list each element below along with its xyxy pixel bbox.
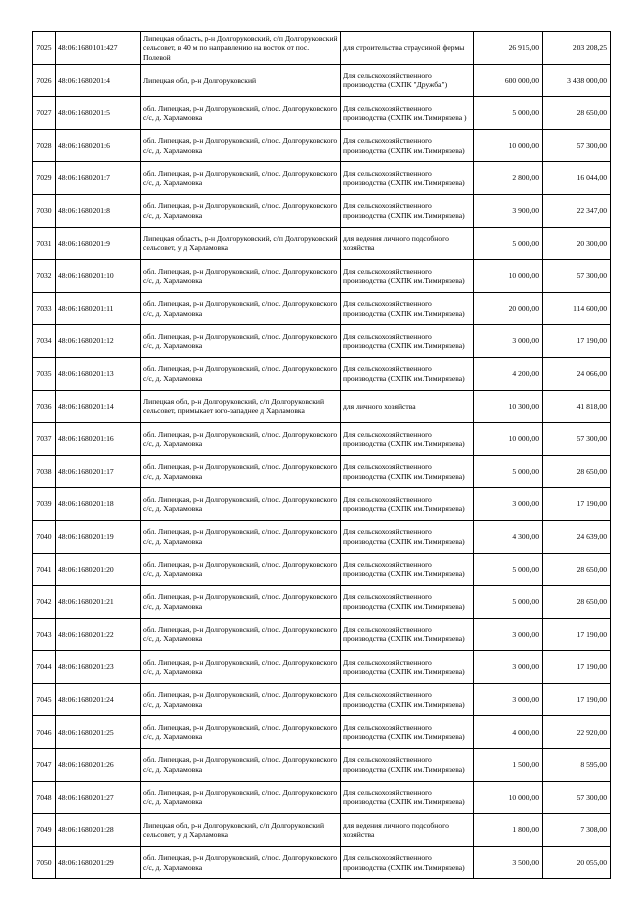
area: 26 915,00: [474, 32, 543, 65]
row-number: 7036: [33, 390, 56, 423]
land-use-purpose: Для сельскохозяйственного производства (СХПК им.Тимирязева): [341, 260, 474, 293]
row-number: 7038: [33, 455, 56, 488]
area: 2 800,00: [474, 162, 543, 195]
row-number: 7045: [33, 683, 56, 716]
land-use-purpose: Для сельскохозяйственного производства (СХПК им.Тимирязева): [341, 651, 474, 684]
table-row: [33, 618, 611, 651]
area: 4 200,00: [474, 357, 543, 390]
address: обл. Липецкая, р-н Долгоруковский, с/пос. Долгоруковского с/с, д. Харламовка: [141, 260, 341, 293]
cadastral-number: 48:06:1680201:27: [56, 781, 141, 814]
address: обл. Липецкая, р-н Долгоруковский, с/пос. Долгоруковского с/с, д. Харламовка: [141, 749, 341, 782]
table-row: [33, 455, 611, 488]
address: обл. Липецкая, р-н Долгоруковский, с/пос. Долгоруковского с/с, д. Харламовка: [141, 455, 341, 488]
address: обл. Липецкая, р-н Долгоруковский, с/пос. Долгоруковского с/с, д. Харламовка: [141, 423, 341, 456]
cadastral-number: 48:06:1680201:5: [56, 97, 141, 130]
table-row: [33, 325, 611, 358]
address: обл. Липецкая, р-н Долгоруковский, с/пос. Долгоруковского с/с, д. Харламовка: [141, 194, 341, 227]
row-number: 7028: [33, 129, 56, 162]
table-row: [33, 32, 611, 65]
area: 3 000,00: [474, 683, 543, 716]
cadastral-number: 48:06:1680201:12: [56, 325, 141, 358]
table-row: [33, 520, 611, 553]
address: обл. Липецкая, р-н Долгоруковский, с/пос. Долгоруковского с/с, д. Харламовка: [141, 129, 341, 162]
cadastral-value: 17 190,00: [543, 325, 611, 358]
table-row: [33, 683, 611, 716]
area: 4 000,00: [474, 716, 543, 749]
land-use-purpose: для строительства страусиной фермы: [341, 32, 474, 65]
row-number: 7049: [33, 814, 56, 847]
land-use-purpose: для ведения личного подсобного хозяйства: [341, 227, 474, 260]
area: 10 000,00: [474, 260, 543, 293]
address: Липецкая обл, р-н Долгоруковский, с/п Долгоруковский сельсовет, примыкает юго-западнее д Харламовка: [141, 390, 341, 423]
cadastral-value: 28 650,00: [543, 553, 611, 586]
cadastral-number: 48:06:1680201:28: [56, 814, 141, 847]
table-row: [33, 260, 611, 293]
document-page: [32, 31, 610, 879]
row-number: 7032: [33, 260, 56, 293]
row-number: 7042: [33, 586, 56, 619]
row-number: 7027: [33, 97, 56, 130]
land-use-purpose: Для сельскохозяйственного производства (СХПК им.Тимирязева): [341, 781, 474, 814]
land-use-purpose: для личного хозяйства: [341, 390, 474, 423]
land-use-purpose: Для сельскохозяйственного производства (СХПК им.Тимирязева): [341, 357, 474, 390]
table-row: [33, 97, 611, 130]
row-number: 7050: [33, 846, 56, 879]
cadastral-number: 48:06:1680201:20: [56, 553, 141, 586]
table-row: [33, 814, 611, 847]
land-use-purpose: Для сельскохозяйственного производства (СХПК им.Тимирязева): [341, 129, 474, 162]
area: 1 800,00: [474, 814, 543, 847]
cadastral-number: 48:06:1680201:16: [56, 423, 141, 456]
cadastral-number: 48:06:1680201:22: [56, 618, 141, 651]
address: обл. Липецкая, р-н Долгоруковский, с/пос. Долгоруковского с/с, д. Харламовка: [141, 357, 341, 390]
table-row: [33, 292, 611, 325]
land-use-purpose: Для сельскохозяйственного производства (СХПК им.Тимирязева): [341, 423, 474, 456]
address: Липецкая обл, р-н Долгоруковский: [141, 64, 341, 97]
address: обл. Липецкая, р-н Долгоруковский, с/пос. Долгоруковского с/с, д. Харламовка: [141, 846, 341, 879]
cadastral-value: 22 920,00: [543, 716, 611, 749]
cadastral-number: 48:06:1680201:29: [56, 846, 141, 879]
area: 3 000,00: [474, 651, 543, 684]
area: 3 500,00: [474, 846, 543, 879]
land-use-purpose: Для сельскохозяйственного производства (СХПК им.Тимирязева): [341, 194, 474, 227]
cadastral-number: 48:06:1680201:13: [56, 357, 141, 390]
address: Липецкая область, р-н Долгоруковский, с/п Долгоруковский сельсовет, в 40 м по направлению на восток от пос. Полевой: [141, 32, 341, 65]
land-use-purpose: Для сельскохозяйственного производства (СХПК им.Тимирязева): [341, 162, 474, 195]
address: Липецкая обл, р-н Долгоруковский, с/п Долгоруковский сельсовет, у д Харламовка: [141, 814, 341, 847]
cadastral-value: 114 600,00: [543, 292, 611, 325]
table-row: [33, 553, 611, 586]
row-number: 7030: [33, 194, 56, 227]
table-row: [33, 227, 611, 260]
table-row: [33, 651, 611, 684]
address: обл. Липецкая, р-н Долгоруковский, с/пос. Долгоруковского с/с, д. Харламовка: [141, 683, 341, 716]
land-use-purpose: Для сельскохозяйственного производства (СХПК им.Тимирязева): [341, 846, 474, 879]
cadastral-number: 48:06:1680201:23: [56, 651, 141, 684]
cadastral-number: 48:06:1680101:427: [56, 32, 141, 65]
area: 5 000,00: [474, 97, 543, 130]
area: 10 000,00: [474, 423, 543, 456]
land-use-purpose: Для сельскохозяйственного производства (СХПК им.Тимирязева): [341, 488, 474, 521]
area: 1 500,00: [474, 749, 543, 782]
land-use-purpose: Для сельскохозяйственного производства (СХПК им.Тимирязева): [341, 586, 474, 619]
cadastral-value: 22 347,00: [543, 194, 611, 227]
cadastral-value: 7 308,00: [543, 814, 611, 847]
table-row: [33, 488, 611, 521]
cadastral-number: 48:06:1680201:10: [56, 260, 141, 293]
land-use-purpose: Для сельскохозяйственного производства (СХПК "Дружба"): [341, 64, 474, 97]
row-number: 7043: [33, 618, 56, 651]
cadastral-number: 48:06:1680201:24: [56, 683, 141, 716]
table-row: [33, 781, 611, 814]
area: 10 000,00: [474, 129, 543, 162]
cadastral-number: 48:06:1680201:17: [56, 455, 141, 488]
cadastral-value: 28 650,00: [543, 586, 611, 619]
cadastral-value: 17 190,00: [543, 488, 611, 521]
land-use-purpose: Для сельскохозяйственного производства (СХПК им.Тимирязева): [341, 520, 474, 553]
cadastral-value: 24 066,00: [543, 357, 611, 390]
row-number: 7039: [33, 488, 56, 521]
land-use-purpose: для ведения личного подсобного хозяйства: [341, 814, 474, 847]
area: 5 000,00: [474, 553, 543, 586]
area: 4 300,00: [474, 520, 543, 553]
cadastral-value: 57 300,00: [543, 260, 611, 293]
cadastral-number: 48:06:1680201:26: [56, 749, 141, 782]
cadastral-number: 48:06:1680201:19: [56, 520, 141, 553]
row-number: 7026: [33, 64, 56, 97]
land-use-purpose: Для сельскохозяйственного производства (СХПК им.Тимирязева): [341, 716, 474, 749]
cadastral-number: 48:06:1680201:18: [56, 488, 141, 521]
area: 5 000,00: [474, 586, 543, 619]
cadastral-value: 8 595,00: [543, 749, 611, 782]
row-number: 7046: [33, 716, 56, 749]
table-row: [33, 390, 611, 423]
table-row: [33, 586, 611, 619]
address: обл. Липецкая, р-н Долгоруковский, с/пос. Долгоруковского с/с, д. Харламовка: [141, 97, 341, 130]
cadastral-number: 48:06:1680201:6: [56, 129, 141, 162]
address: обл. Липецкая, р-н Долгоруковский, с/пос. Долгоруковского с/с, д. Харламовка: [141, 618, 341, 651]
row-number: 7031: [33, 227, 56, 260]
row-number: 7048: [33, 781, 56, 814]
cadastral-number: 48:06:1680201:8: [56, 194, 141, 227]
table-row: [33, 162, 611, 195]
table-row: [33, 749, 611, 782]
cadastral-number: 48:06:1680201:25: [56, 716, 141, 749]
cadastral-value: 28 650,00: [543, 455, 611, 488]
row-number: 7037: [33, 423, 56, 456]
address: обл. Липецкая, р-н Долгоруковский, с/пос. Долгоруковского с/с, д. Харламовка: [141, 162, 341, 195]
row-number: 7025: [33, 32, 56, 65]
area: 5 000,00: [474, 455, 543, 488]
address: обл. Липецкая, р-н Долгоруковский, с/пос. Долгоруковского с/с, д. Харламовка: [141, 781, 341, 814]
cadastral-value: 57 300,00: [543, 423, 611, 456]
row-number: 7040: [33, 520, 56, 553]
address: обл. Липецкая, р-н Долгоруковский, с/пос. Долгоруковского с/с, д. Харламовка: [141, 488, 341, 521]
table-row: [33, 423, 611, 456]
cadastral-value: 16 044,00: [543, 162, 611, 195]
cadastral-value: 17 190,00: [543, 683, 611, 716]
land-plots-table: [32, 31, 611, 879]
row-number: 7041: [33, 553, 56, 586]
area: 3 000,00: [474, 325, 543, 358]
address: обл. Липецкая, р-н Долгоруковский, с/пос. Долгоруковского с/с, д. Харламовка: [141, 520, 341, 553]
area: 5 000,00: [474, 227, 543, 260]
row-number: 7035: [33, 357, 56, 390]
row-number: 7034: [33, 325, 56, 358]
area: 3 000,00: [474, 618, 543, 651]
cadastral-value: 20 300,00: [543, 227, 611, 260]
cadastral-number: 48:06:1680201:14: [56, 390, 141, 423]
land-use-purpose: Для сельскохозяйственного производства (СХПК им.Тимирязева): [341, 553, 474, 586]
cadastral-value: 41 818,00: [543, 390, 611, 423]
address: обл. Липецкая, р-н Долгоруковский, с/пос. Долгоруковского с/с, д. Харламовка: [141, 553, 341, 586]
address: Липецкая область, р-н Долгоруковский, с/п Долгоруковский сельсовет, у д Харламовка: [141, 227, 341, 260]
address: обл. Липецкая, р-н Долгоруковский, с/пос. Долгоруковского с/с, д. Харламовка: [141, 292, 341, 325]
table-row: [33, 716, 611, 749]
area: 600 000,00: [474, 64, 543, 97]
cadastral-number: 48:06:1680201:11: [56, 292, 141, 325]
cadastral-number: 48:06:1680201:7: [56, 162, 141, 195]
land-use-purpose: Для сельскохозяйственного производства (СХПК им.Тимирязева): [341, 455, 474, 488]
area: 10 300,00: [474, 390, 543, 423]
address: обл. Липецкая, р-н Долгоруковский, с/пос. Долгоруковского с/с, д. Харламовка: [141, 651, 341, 684]
table-row: [33, 357, 611, 390]
cadastral-value: 57 300,00: [543, 781, 611, 814]
area: 3 900,00: [474, 194, 543, 227]
cadastral-value: 17 190,00: [543, 618, 611, 651]
cadastral-value: 57 300,00: [543, 129, 611, 162]
land-use-purpose: Для сельскохозяйственного производства (СХПК им.Тимирязева): [341, 325, 474, 358]
area: 20 000,00: [474, 292, 543, 325]
cadastral-number: 48:06:1680201:9: [56, 227, 141, 260]
address: обл. Липецкая, р-н Долгоруковский, с/пос. Долгоруковского с/с, д. Харламовка: [141, 716, 341, 749]
land-use-purpose: Для сельскохозяйственного производства (СХПК им.Тимирязева): [341, 683, 474, 716]
table-row: [33, 64, 611, 97]
cadastral-value: 203 208,25: [543, 32, 611, 65]
row-number: 7029: [33, 162, 56, 195]
table-row: [33, 846, 611, 879]
table-row: [33, 194, 611, 227]
row-number: 7044: [33, 651, 56, 684]
cadastral-value: 24 639,00: [543, 520, 611, 553]
address: обл. Липецкая, р-н Долгоруковский, с/пос. Долгоруковского с/с, д. Харламовка: [141, 325, 341, 358]
row-number: 7033: [33, 292, 56, 325]
cadastral-number: 48:06:1680201:4: [56, 64, 141, 97]
land-use-purpose: Для сельскохозяйственного производства (СХПК им.Тимирязева): [341, 618, 474, 651]
land-use-purpose: Для сельскохозяйственного производства (СХПК им.Тимирязева ): [341, 97, 474, 130]
cadastral-value: 28 650,00: [543, 97, 611, 130]
row-number: 7047: [33, 749, 56, 782]
cadastral-value: 20 055,00: [543, 846, 611, 879]
area: 10 000,00: [474, 781, 543, 814]
table-row: [33, 129, 611, 162]
land-use-purpose: Для сельскохозяйственного производства (СХПК им.Тимирязева): [341, 292, 474, 325]
address: обл. Липецкая, р-н Долгоруковский, с/пос. Долгоруковского с/с, д. Харламовка: [141, 586, 341, 619]
table-body: [33, 32, 611, 879]
area: 3 000,00: [474, 488, 543, 521]
cadastral-number: 48:06:1680201:21: [56, 586, 141, 619]
cadastral-value: 3 438 000,00: [543, 64, 611, 97]
cadastral-value: 17 190,00: [543, 651, 611, 684]
land-use-purpose: Для сельскохозяйственного производства (СХПК им.Тимирязева): [341, 749, 474, 782]
